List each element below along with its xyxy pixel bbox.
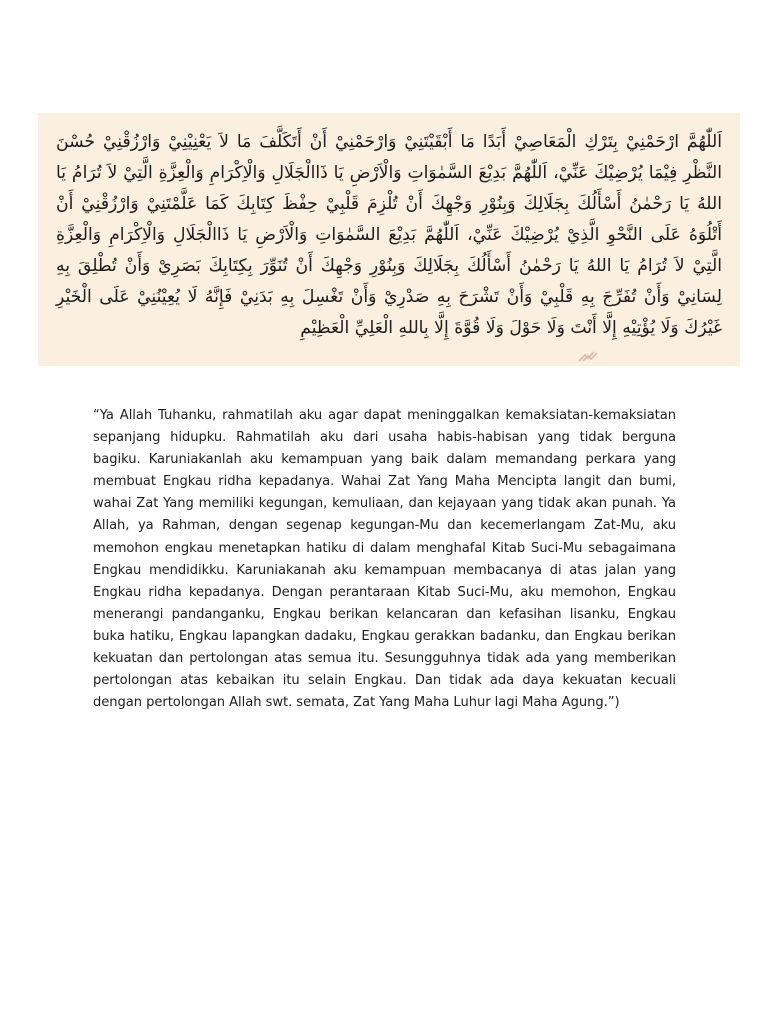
indonesian-translation: “Ya Allah Tuhanku, rahmatilah aku agar dapat meninggalkan kemaksiatan-kemaksiatan sepanjang hidupku. Rahmatilah aku dari usaha habis-habisan yang tidak berguna bagiku. Karuniakanlah aku kemampuan yang baik dalam memandang perkara yang membuat Engkau ridha kepadanya. Wahai Zat Yang Maha Mencipta langit dan bumi, wahai Zat Yang memiliki kegungan, kemuliaan, dan kejayaan yang tidak akan punah. Ya Allah, ya Rahman, dengan segenap kegungan-Mu dan kecemerlangam Zat-Mu, aku memohon engkau menetapkan hatiku di dalam menghafal Kitab Suci-Mu sebagaimana Engkau mendidikku. Karuniakanah aku kemampuan membacanya di atas jalan yang Engkau ridha kepadanya. Dengan perantaraan Kitab Suci-Mu, aku memohon, Engkau menerangi pandanganku, Engkau berikan kelancaran dan kefasihan lisanku, Engkau buka hatiku, Engkau lapangkan dadaku, Engkau gerakkan badanku, dan Engkau berikan kekuatan dan pertolongan atas semua itu. Sesungguhnya tidak ada yang memberikan pertolongan atas kebaikan itu selain Engkau. Dan tidak ada daya kekuatan kecuali dengan pertolongan Allah swt. semata, Zat Yang Maha Luhur lagi Maha Agung.”) (93, 408, 676, 711)
arabic-prayer-text: اَللّٰهُمَّ ارْحَمْنِيْ بِتَرْكِ الْمَعَاصِيْ أَبَدًا مَا أَبْقَيْتَنِيْ وَارْحَمْنِيْ أَنْ أَتَكَلَّفَ مَا لاَ يَعْنِيْنِيْ وَارْزُقْنِيْ حُسْنَ النَّظْرِ فِيْمَا يُرْضِيْكَ عَنِّيْ، اَللّٰهُمَّ بَدِيْعَ السَّمٰوَاتِ وَالْاَرْضِ يَا ذَاالْجَلَالِ وَالْاِكْرَامِ وَالْعِزَّةِ الَّتِيْ لاَ تُرَامُ يَا اللهُ يَا رَحْمٰنُ أَسْأَلُكَ بِجَلَالِكَ وَبِنُوْرِ وَجْهِكَ أَنْ تُلْزِمَ قَلْبِيْ حِفْظَ كِتَابِكَ كَمَا عَلَّمْتَنِيْ وَارْزُقْنِيْ أَنْ أَتْلُوَهُ عَلَى النَّحْوِ الَّذِيْ يُرْضِيْكَ عَنِّيْ، اَللّٰهُمَّ بَدِيْعَ السَّمٰوَاتِ وَالْاَرْضِ يَا ذَاالْجَلَالِ وَالْاِكْرَامِ وَالْعِزَّةِ الَّتِيْ لاَ تُرَامُ يَا اللهُ يَا رَحْمٰنُ أَسْأَلُكَ بِجَلَالِكَ وَبِنُوْرِ وَجْهِكَ أَنْ تُنَوِّرَ بِكِتَابِكَ بَصَرِيْ وَأَنْ تُطْلِقَ بِهِ لِسَانِيْ وَأَنْ تُفَرِّجَ بِهِ قَلْبِيْ وَأَنْ تَشْرَحَ بِهِ صَدْرِيْ وَأَنْ تَغْسِلَ بِهِ بَدَنِيْ فَإِنَّهُ لَا يُعِيْنُنِيْ عَلَى الْخَيْرِ غَيْرُكَ وَلَا يُؤْتِيْهِ إِلَّا أَنْتَ وَلَا حَوْلَ وَلَا قُوَّةَ إِلَّا بِاللهِ الْعَلِيِّ الْعَظِيْمِ (56, 132, 722, 338)
ornament-icon (577, 349, 599, 363)
arabic-prayer-panel (38, 113, 740, 366)
